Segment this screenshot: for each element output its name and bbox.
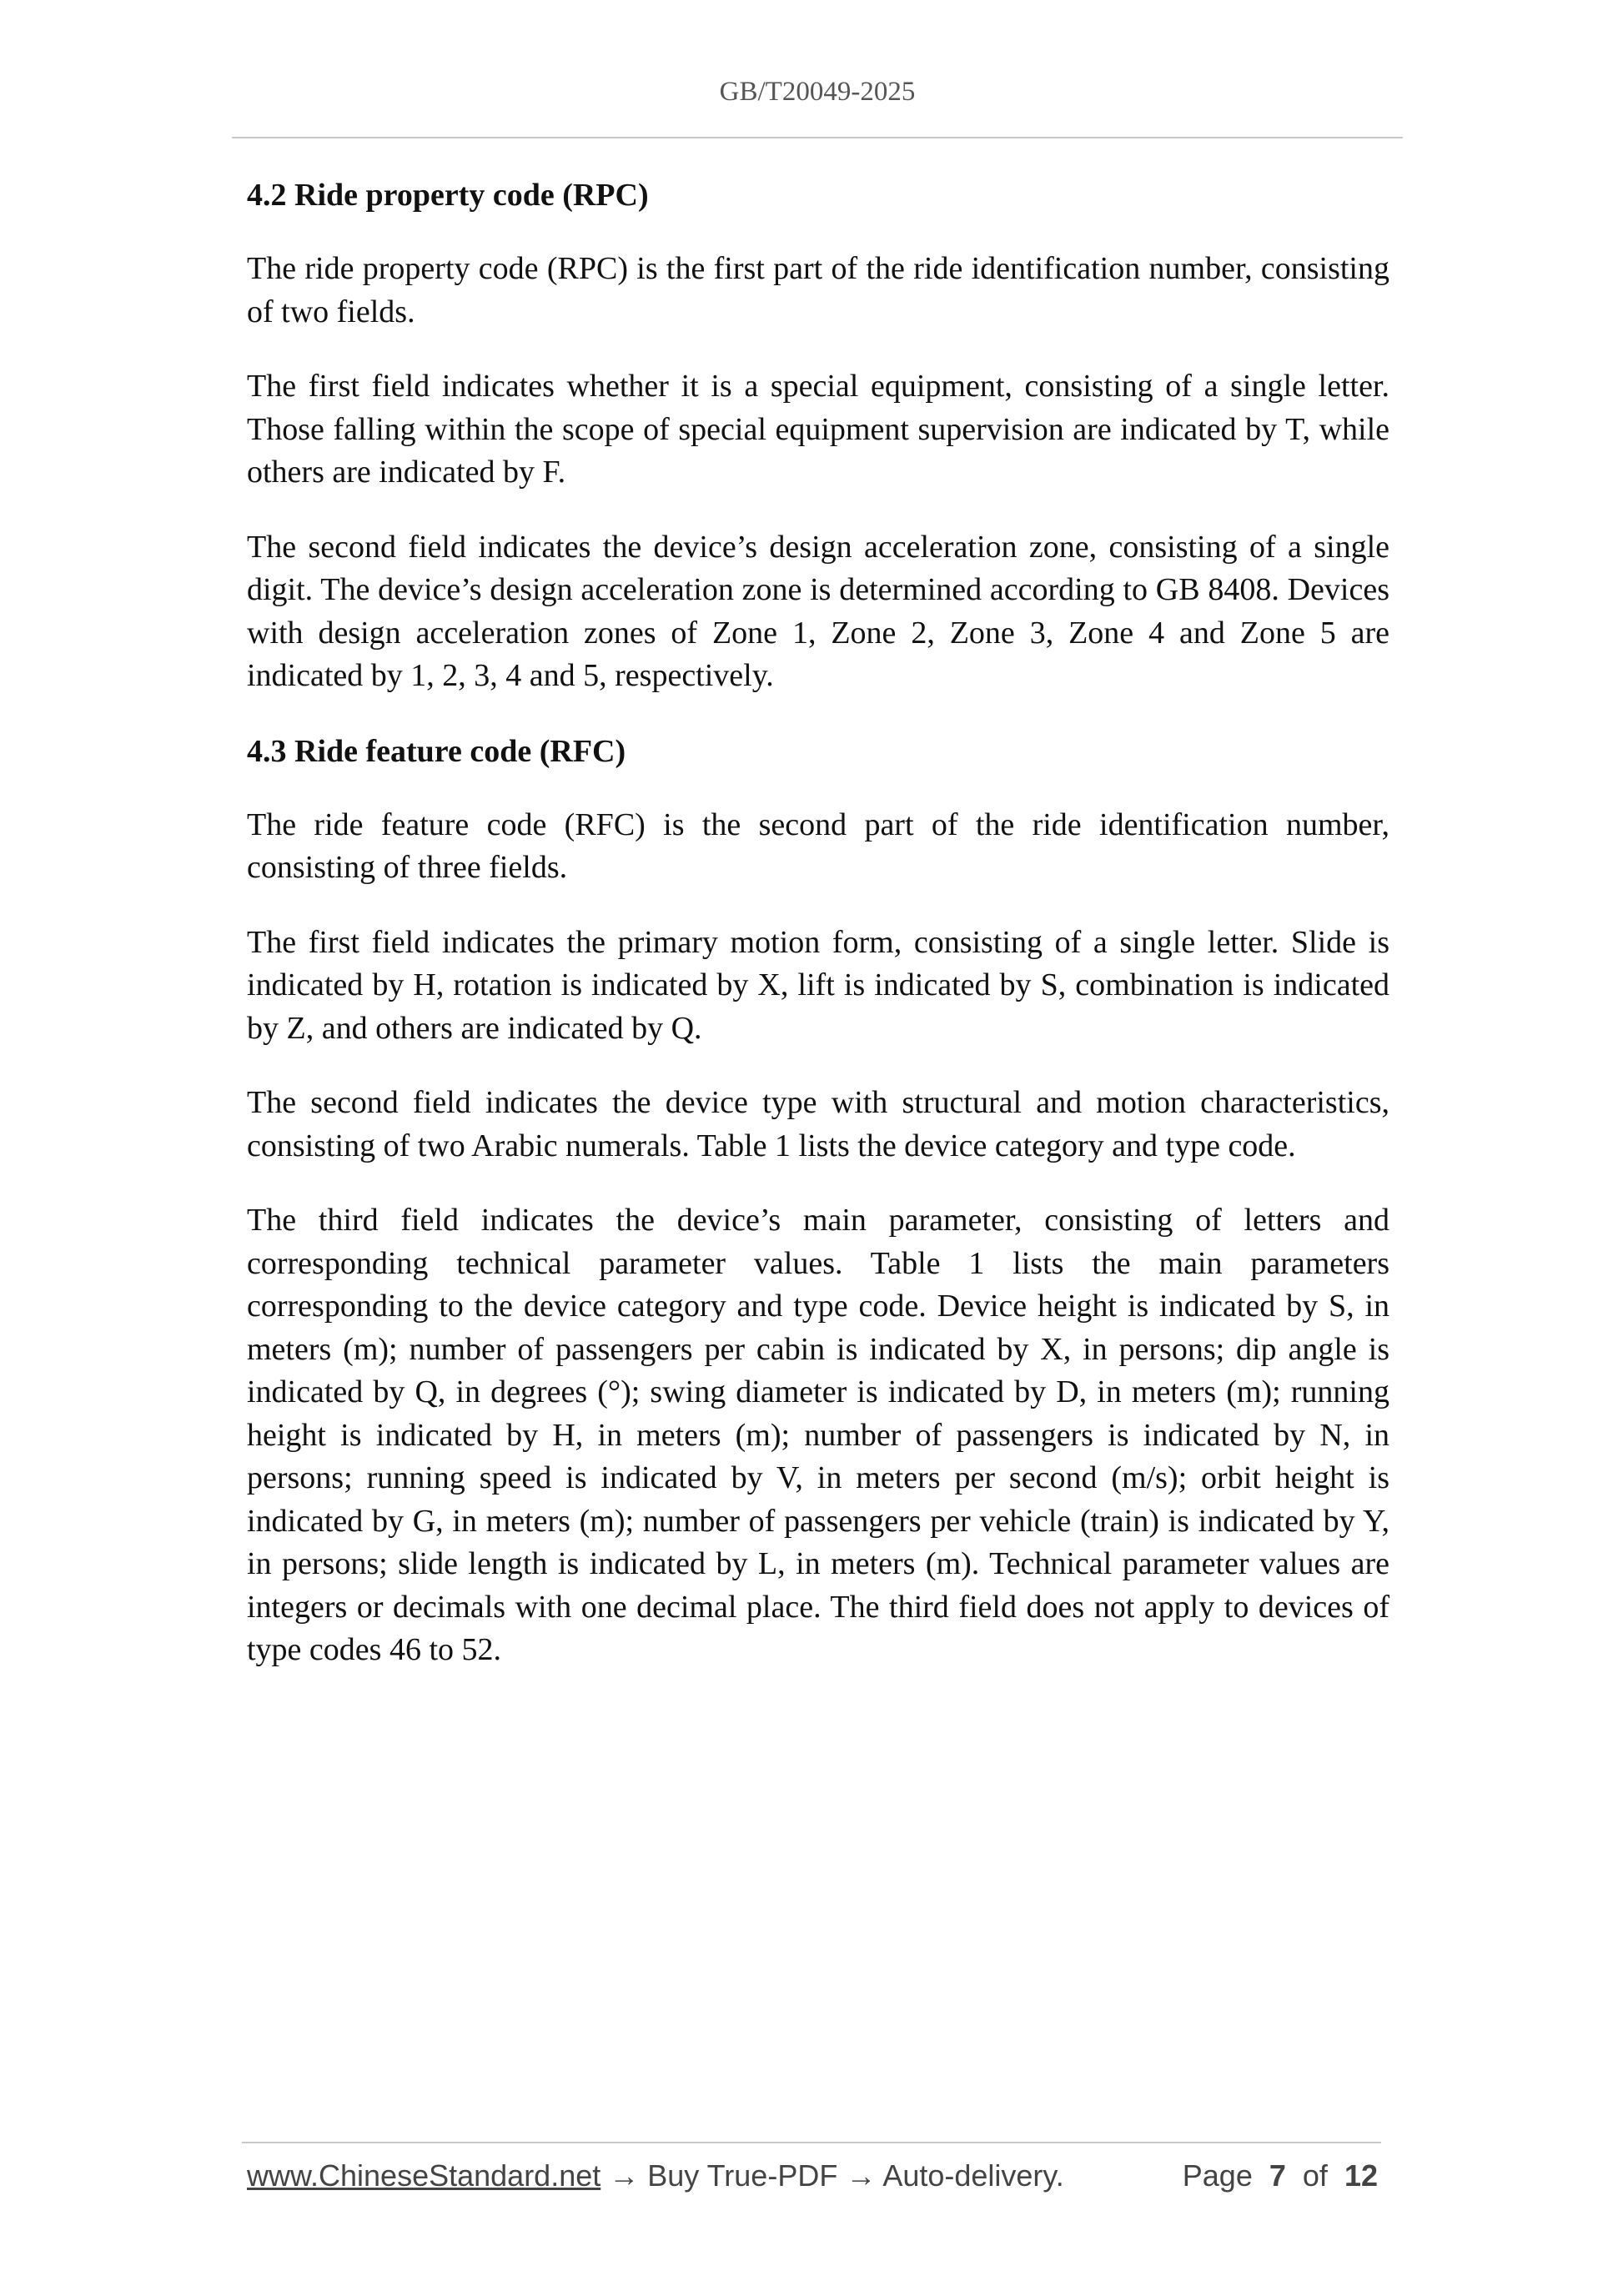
- total-pages: 12: [1344, 2158, 1378, 2193]
- website-link[interactable]: www.ChineseStandard.net: [247, 2158, 601, 2193]
- paragraph: The second field indicates the device type with structural and motion characteristics, consisting of two Arabic numerals. Table 1 lists the device category and type code.: [247, 1085, 1389, 1163]
- section-ride-feature-code: [247, 730, 1389, 1672]
- paragraph: The first field indicates whether it is a special equipment, consisting of a single letter. Those falling within the scope of special equipment supervision are indicated by T, while others are indicated by F.: [247, 369, 1389, 490]
- section-ride-property-code: [247, 173, 1389, 698]
- current-page: 7: [1269, 2158, 1286, 2193]
- paragraph: The first field indicates the primary motion form, consisting of a single letter. Slide is indicated by H, rotation is indicated by X, lift is indicated by S, combination is indicated by Z, and others are indicated by Q.: [247, 924, 1389, 1046]
- header-divider: [232, 137, 1403, 138]
- page-footer: [247, 2158, 1381, 2200]
- paragraph: The third field indicates the device’s main parameter, consisting of letters and corresponding technical parameter values. Table 1 lists the main parameters corresponding to the device category and type code. Device height is indicated by S, in meters (m); number of passengers per cabin is indicated by X, in persons; dip angle is indicated by Q, in degrees (°); swing diameter is indicated by D, in meters (m); running height is indicated by H, in meters (m); number of passengers is indicated by N, in persons; running speed is indicated by V, in meters per second (m/s); orbit height is indicated by G, in meters (m); number of passengers per vehicle (train) is indicated by Y, in persons; slide length is indicated by L, in meters (m). Technical parameter values are integers or decimals with one decimal place. The third field does not apply to devices of type codes 46 to 52.: [247, 1203, 1389, 1667]
- document-code-header: GB/T20049-2025: [719, 77, 916, 107]
- page-label: Page: [1182, 2158, 1253, 2193]
- promo-text: → Buy True-PDF → Auto-delivery.: [600, 2158, 1064, 2193]
- footer-divider: [242, 2142, 1381, 2143]
- section-title: 4.2 Ride property code (RPC): [247, 178, 649, 213]
- document-body: [247, 173, 1389, 1704]
- footer-promo: [247, 2158, 1064, 2193]
- page-number: [1183, 2158, 1378, 2193]
- paragraph: The ride property code (RPC) is the first part of the ride identification number, consisting of two fields.: [247, 251, 1389, 329]
- page-of-label: of: [1302, 2158, 1328, 2193]
- paragraph: The second field indicates the device’s design acceleration zone, consisting of a single digit. The device’s design acceleration zone is determined according to GB 8408. Devices with design acceleration zones of Zone 1, Zone 2, Zone 3, Zone 4 and Zone 5 are indicated by 1, 2, 3, 4 and 5, respectively.: [247, 529, 1389, 693]
- section-title: 4.3 Ride feature code (RFC): [247, 733, 626, 769]
- paragraph: The ride feature code (RFC) is the second part of the ride identification number, consisting of three fields.: [247, 806, 1389, 885]
